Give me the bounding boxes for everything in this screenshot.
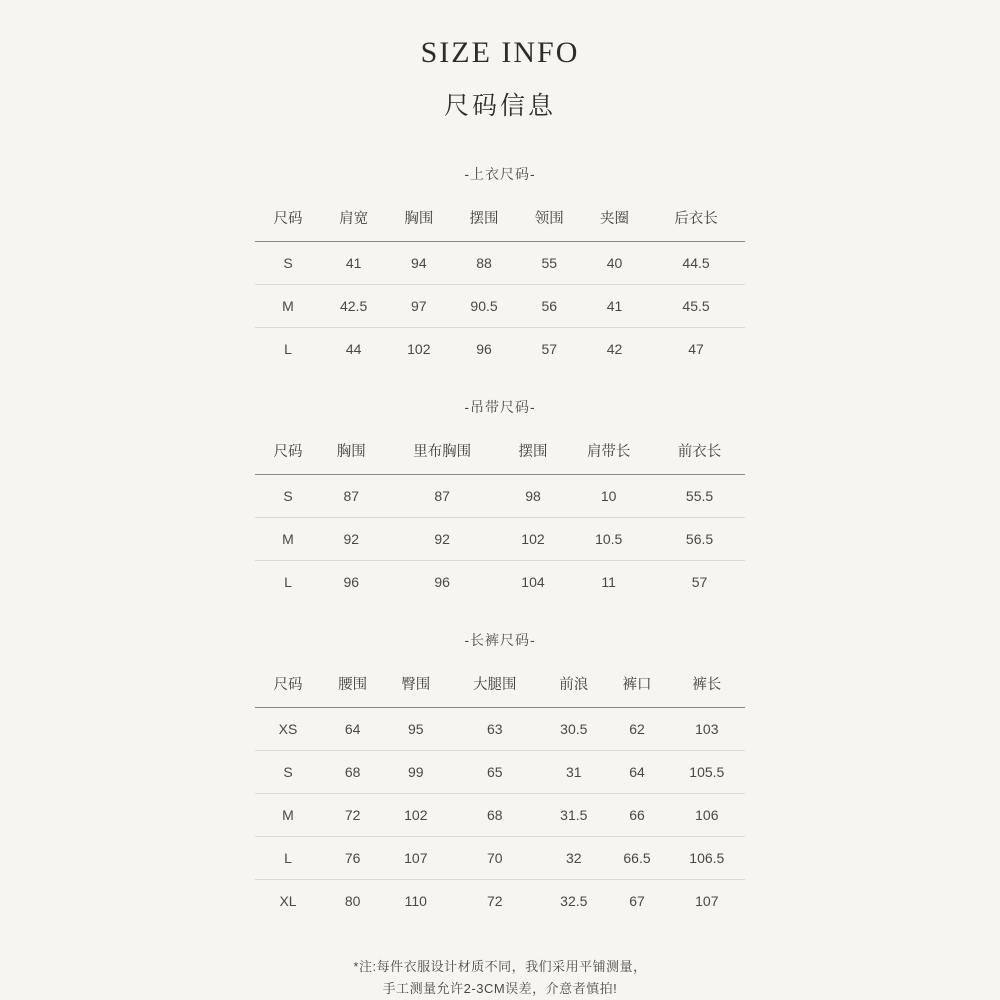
cell-value: 67	[629, 893, 645, 910]
section-label: -上衣尺码-	[464, 166, 536, 183]
measurement-note	[353, 956, 646, 1000]
cell-value: 98	[503, 475, 564, 518]
cell-value: 10	[563, 475, 654, 518]
cell-size: M	[255, 518, 321, 561]
page-title-cn: 尺码信息	[443, 92, 556, 120]
table-row	[255, 328, 745, 371]
table-header-row	[255, 198, 745, 242]
cell-value: 87	[321, 475, 382, 518]
cell-value: 47	[688, 341, 704, 358]
column-header: 尺码	[255, 198, 321, 242]
column-header: 里布胸围	[382, 431, 503, 475]
column-header: 后衣长	[647, 198, 745, 242]
column-header: 领围	[517, 198, 582, 242]
cell-value: 64	[321, 708, 384, 751]
table-row	[255, 837, 745, 880]
cell-value: 106	[669, 794, 745, 837]
cell-value: 96	[343, 574, 360, 591]
size-table-tops	[255, 198, 745, 370]
table-row	[255, 708, 745, 751]
size-table-camisole	[255, 431, 745, 603]
cell-value: 63	[447, 708, 542, 751]
table-row	[255, 751, 745, 794]
cell-value: 56	[517, 285, 582, 328]
section-camisole	[240, 397, 760, 603]
cell-value: 107	[384, 837, 447, 880]
cell-value: 32.5	[560, 893, 588, 910]
cell-value: 44	[345, 341, 362, 358]
measurement-note-line1: *注:每件衣服设计材质不同，我们采用平铺测量，	[353, 959, 647, 975]
size-table-trousers	[255, 664, 745, 922]
column-header: 腰围	[321, 664, 384, 708]
cell-value: 32	[542, 837, 605, 880]
column-header: 摆围	[503, 431, 564, 475]
cell-value: 99	[384, 751, 447, 794]
column-header: 裤口	[605, 664, 668, 708]
page-title-en: SIZE INFO	[420, 36, 580, 69]
cell-value: 102	[407, 341, 431, 358]
cell-size: S	[255, 475, 321, 518]
cell-value: 31	[542, 751, 605, 794]
column-header: 摆围	[451, 198, 516, 242]
table-header-row	[255, 664, 745, 708]
cell-value: 102	[384, 794, 447, 837]
table-row	[255, 794, 745, 837]
cell-value: 107	[695, 893, 719, 910]
cell-value: 68	[321, 751, 384, 794]
cell-size: S	[255, 751, 321, 794]
cell-size: XS	[255, 708, 321, 751]
cell-value: 41	[321, 242, 386, 285]
section-tops	[240, 164, 760, 370]
cell-value: 55.5	[654, 475, 745, 518]
column-header: 臀围	[384, 664, 447, 708]
column-header: 肩宽	[321, 198, 386, 242]
table-header-row	[255, 431, 745, 475]
cell-value: 92	[321, 518, 382, 561]
cell-value: 92	[382, 518, 503, 561]
cell-value: 68	[447, 794, 542, 837]
cell-value: 62	[605, 708, 668, 751]
cell-value: 96	[434, 574, 450, 591]
column-header: 尺码	[255, 431, 321, 475]
table-row	[255, 561, 745, 604]
cell-value: 42.5	[321, 285, 386, 328]
cell-value: 105.5	[669, 751, 745, 794]
cell-size: M	[255, 285, 321, 328]
cell-value: 11	[601, 574, 616, 591]
cell-value: 72	[487, 893, 503, 910]
cell-value: 42	[606, 341, 623, 358]
cell-value: 10.5	[563, 518, 654, 561]
cell-size: S	[255, 242, 321, 285]
measurement-note-line2: 手工测量允许2-3CM误差，介意者慎拍!	[382, 981, 618, 997]
cell-value: 66	[605, 794, 668, 837]
cell-value: 96	[476, 341, 492, 358]
cell-value: 55	[517, 242, 582, 285]
cell-value: 57	[541, 341, 558, 358]
section-trousers	[240, 630, 760, 922]
column-header: 前衣长	[654, 431, 745, 475]
table-row	[255, 518, 745, 561]
column-header: 裤长	[669, 664, 745, 708]
cell-value: 72	[321, 794, 384, 837]
cell-value: 45.5	[647, 285, 745, 328]
cell-value: 76	[321, 837, 384, 880]
cell-value: 66.5	[605, 837, 668, 880]
section-label: -吊带尺码-	[464, 399, 536, 416]
table-row	[255, 285, 745, 328]
column-header: 前浪	[542, 664, 605, 708]
column-header: 夹圈	[582, 198, 647, 242]
cell-value: 44.5	[647, 242, 745, 285]
column-header: 胸围	[321, 431, 382, 475]
cell-value: 102	[503, 518, 564, 561]
column-header: 胸围	[386, 198, 451, 242]
cell-value: 104	[521, 574, 545, 591]
cell-size: L	[255, 837, 321, 880]
table-row	[255, 242, 745, 285]
table-row	[255, 880, 745, 923]
cell-size: M	[255, 794, 321, 837]
cell-value: 56.5	[654, 518, 745, 561]
cell-value: 65	[447, 751, 542, 794]
section-label: -长裤尺码-	[464, 632, 536, 649]
cell-value: 31.5	[542, 794, 605, 837]
cell-value: 110	[404, 893, 427, 910]
cell-value: 97	[386, 285, 451, 328]
cell-value: 94	[386, 242, 451, 285]
cell-value: 64	[605, 751, 668, 794]
cell-value: 87	[382, 475, 503, 518]
cell-size: L	[284, 341, 292, 358]
column-header: 尺码	[255, 664, 321, 708]
cell-value: 95	[384, 708, 447, 751]
cell-value: 90.5	[451, 285, 516, 328]
cell-value: 41	[582, 285, 647, 328]
cell-value: 106.5	[669, 837, 745, 880]
column-header: 肩带长	[563, 431, 654, 475]
cell-size: XL	[279, 893, 297, 910]
cell-value: 88	[451, 242, 516, 285]
cell-value: 80	[344, 893, 361, 910]
cell-value: 103	[669, 708, 745, 751]
cell-value: 30.5	[542, 708, 605, 751]
cell-value: 57	[691, 574, 708, 591]
cell-size: L	[284, 574, 292, 591]
table-row	[255, 475, 745, 518]
cell-value: 40	[582, 242, 647, 285]
column-header: 大腿围	[447, 664, 542, 708]
cell-value: 70	[447, 837, 542, 880]
